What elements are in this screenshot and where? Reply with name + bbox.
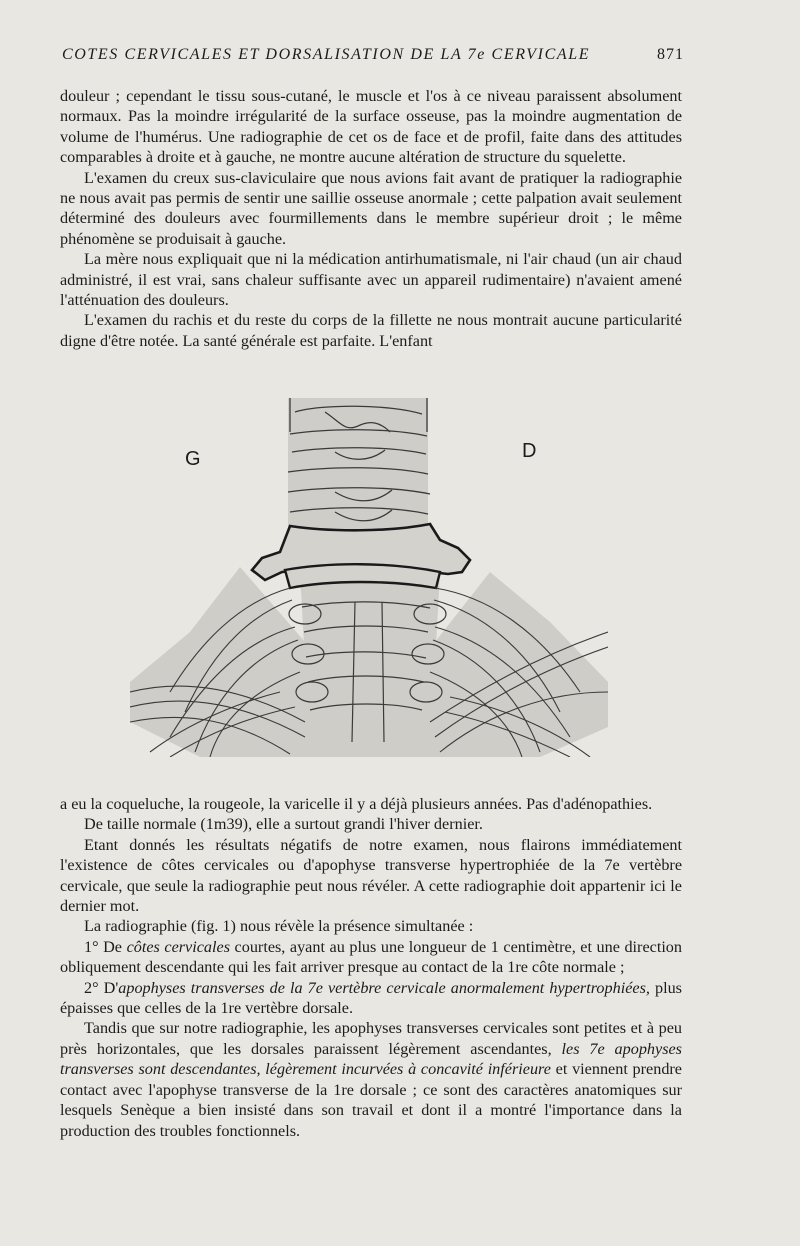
paragraph-text: courtes, ayant au plus une longueur de 1 centimètre, et une direction obliquement descendante qui les fait arriver presque au contact de la 1re côte normale ; <box>60 937 682 977</box>
paragraph <box>60 1018 682 1140</box>
paragraph-text: et viennent prendre contact avec l'apophyse transverse de la 1re dorsale ; ce sont des caractères anatomiques sur lesquels Senèque a bien insisté dans son travail et dont il a montré l'importance dans la production des troubles fonctionnels. <box>60 1060 682 1140</box>
paragraph: L'examen du rachis et du reste du corps de la fillette ne nous montrait aucune particularité digne d'être notée. La santé générale est parfaite. L'enfant <box>60 311 682 350</box>
paragraph: a eu la coqueluche, la rougeole, la varicelle il y a déjà plusieurs années. Pas d'adénopathies. <box>60 795 653 813</box>
paragraph: Etant donnés les résultats négatifs de notre examen, nous flairons immédiatement l'existence de côtes cervicales ou d'apophyse transverse hypertrophiée de la 7e vertèbre cervicale, que seule la radiographie peut nous révéler. A cette radiographie doit appartenir ici le dernier mot. <box>60 835 682 916</box>
paragraph: La radiographie (fig. 1) nous révèle la présence simultanée : <box>84 917 474 936</box>
paragraph-text: plus épaisses que celles de la 1re vertèbre dorsale. <box>60 978 682 1018</box>
paragraph <box>60 937 682 978</box>
running-title: COTES CERVICALES ET DORSALISATION DE LA 7e CERVICALE <box>62 46 591 63</box>
paragraph-text: Tandis que sur notre radiographie, les apophyses transverses cervicales sont petites et à peu près horizontales, que les dorsales paraissent légèrement ascendantes, <box>60 1019 682 1058</box>
page-number: 871 <box>657 46 684 63</box>
paragraph: De taille normale (1m39), elle a surtout grandi l'hiver dernier. <box>84 815 483 834</box>
paragraph: douleur ; cependant le tissu sous-cutané, le muscle et l'os à ce niveau paraissent absolument normaux. Pas la moindre irrégularité de la surface osseuse, pas la moindre augmentation de volume de l'humérus. Une radiographie de cet os de face et de profil, faite dans des attitudes comparables à droite et à gauche, ne montre aucune altération de structure du squelette. <box>60 87 682 167</box>
paragraph: La mère nous expliquait que ni la médication antirhumatismale, ni l'air chaud (un air chaud administré, il est vrai, sans chaleur suffisante avec un appareil rudimentaire) n'avaient amené l'atténuation des douleurs. <box>60 250 682 310</box>
text-block-bottom <box>60 794 682 1141</box>
figure-label-left: G <box>185 448 201 470</box>
italic-term: les 7e apophyses transverses sont descendantes, légèrement incurvées à concavité inférieure <box>60 1039 682 1079</box>
text-block-top <box>60 86 682 351</box>
italic-term: apophyses transverses de la 7e vertèbre cervicale anormalement hypertrophiées, <box>118 978 650 997</box>
paragraph <box>60 978 682 1019</box>
enum-prefix: 2° D' <box>84 978 119 997</box>
italic-term: côtes cervicales <box>126 937 230 956</box>
enum-prefix: 1° De <box>84 937 127 956</box>
paragraph: L'examen du creux sus-claviculaire que nous avions fait avant de pratiquer la radiographie ne nous avait pas permis de sentir une saillie osseuse anormale ; cette palpation avait seulement déterminé des douleurs avec fourmillements dans le membre supérieur droit ; le même phénomène se produisait à gauche. <box>60 168 682 248</box>
figure-label-right: D <box>522 440 537 462</box>
